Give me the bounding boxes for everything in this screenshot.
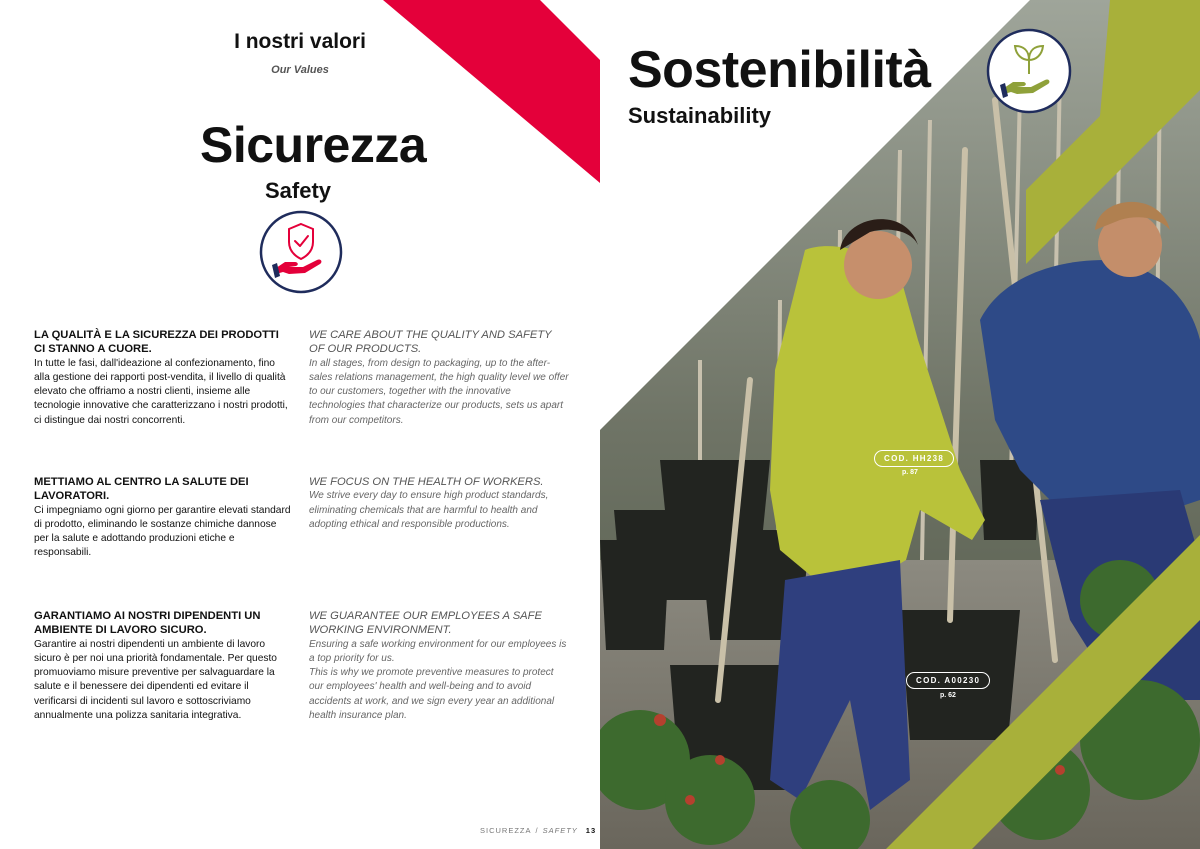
safety-subtitle: Safety xyxy=(265,178,332,203)
block-2-italian xyxy=(34,475,292,561)
product-code-tag-2: COD. A00230 xyxy=(906,672,990,689)
block-3-italian xyxy=(34,609,292,723)
footer-separator: / xyxy=(535,826,539,835)
block-3-it-body: Garantire ai nostri dipendenti un ambiente di lavoro sicuro è per noi una priorità fondamentale. Per questo promuoviamo misure preventive per salvaguardare la salute e il benessere dei dipendenti ed evitare il verificarsi di incidenti sul lavoro e sottoscriviamo annualmente una polizza sanitaria integrativa. xyxy=(34,638,277,722)
block-1-english xyxy=(309,328,569,428)
block-1-it-heading: LA QUALITÀ E LA SICUREZZA DEI PRODOTTI CI STANNO A CUORE. xyxy=(34,329,279,356)
block-2-english xyxy=(309,475,569,532)
page-number: 13 xyxy=(585,826,597,835)
block-3-en-body-2: This is why we promote preventive measures to protect our employees' health and well-being and to avoid accidents at work, and we sign every year an additional health insurance plan. xyxy=(309,667,555,722)
block-3-en-heading: WE GUARANTEE OUR EMPLOYEES A SAFE WORKING ENVIRONMENT. xyxy=(309,610,542,637)
plant-hand-icon xyxy=(986,28,1072,114)
safety-title: Sicurezza xyxy=(200,117,427,173)
block-2-en-body: We strive every day to ensure high product standards, eliminating chemicals that are harmful to health and adopting ethical and responsible productions. xyxy=(309,490,549,530)
values-heading: I nostri valori xyxy=(234,30,366,53)
values-subheading: Our Values xyxy=(271,64,329,76)
product-page-ref-1: p. 87 xyxy=(902,469,918,476)
block-2-it-heading: METTIAMO AL CENTRO LA SALUTE DEI LAVORATORI. xyxy=(34,476,249,503)
block-3-en-body-1: Ensuring a safe working environment for our employees is a top priority for us. xyxy=(309,638,567,664)
page-footer xyxy=(480,826,596,835)
block-1-it-body: In tutte le fasi, dall'ideazione al confezionamento, fino alla gestione dei rapporti post-vendita, il livello di qualità elevato che offriamo a nostri clienti, insieme alle tecnologie innovative che caratterizzano i nostri prodotti, ci distingue dai nostri concorrenti. xyxy=(34,357,288,426)
shield-check-hand-icon xyxy=(259,210,343,294)
footer-section: SICUREZZA xyxy=(480,826,532,835)
block-3-english xyxy=(309,609,569,723)
block-2-it-body: Ci impegniamo ogni giorno per garantire elevati standard di prodotto, eliminando le sostanze chimiche dannose per la salute e adottando produzioni etiche e responsabili. xyxy=(34,504,291,559)
block-1-italian xyxy=(34,328,292,428)
sustainability-title: Sostenibilità xyxy=(628,41,931,99)
block-1-en-heading: WE CARE ABOUT THE QUALITY AND SAFETY OF OUR PRODUCTS. xyxy=(309,329,552,356)
product-code-tag-1: COD. HH238 xyxy=(874,450,954,467)
block-1-en-body: In all stages, from design to packaging, up to the after-sales relations management, the high quality level we offer to our customers, together with the innovative technologies that characterize our products, sets us apart from our competitors. xyxy=(309,357,569,426)
product-page-ref-2: p. 62 xyxy=(940,692,956,699)
footer-section-en: SAFETY xyxy=(542,826,578,835)
sustainability-subtitle: Sustainability xyxy=(628,103,772,128)
block-3-it-heading: GARANTIAMO AI NOSTRI DIPENDENTI UN AMBIENTE DI LAVORO SICURO. xyxy=(34,610,261,637)
right-page xyxy=(600,0,1200,849)
block-2-en-heading: WE FOCUS ON THE HEALTH OF WORKERS. xyxy=(309,476,544,488)
